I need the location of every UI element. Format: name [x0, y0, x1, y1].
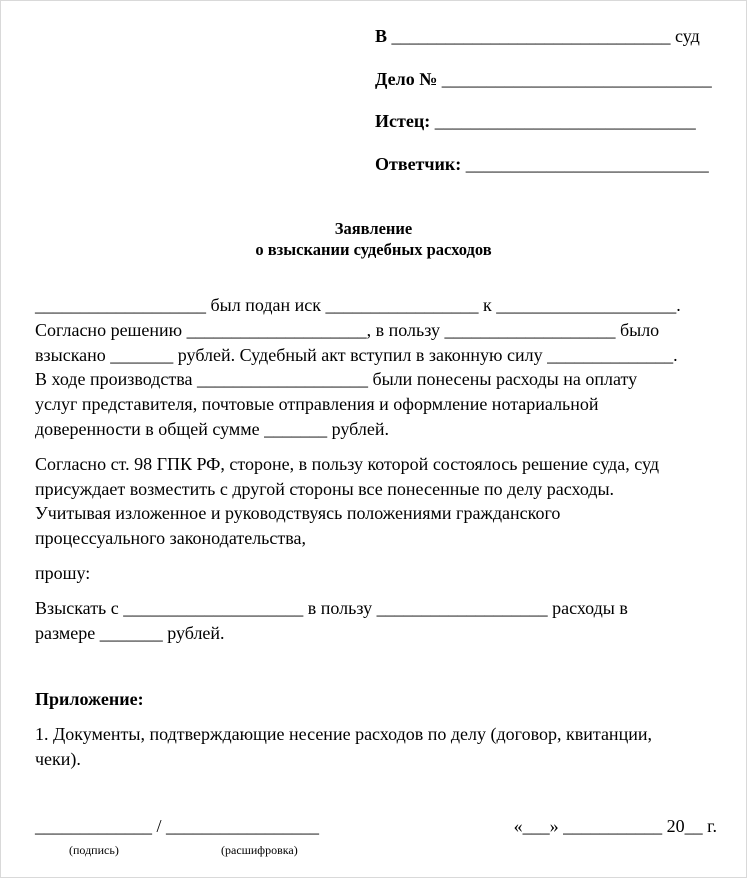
paragraph-2-line: присуждает возместить с другой стороны все понесенные по делу расходы.: [35, 478, 615, 499]
paragraph-1-line: ___________________ был подан иск _________________ к ____________________.: [35, 295, 681, 315]
court-prefix: В: [375, 26, 388, 46]
paragraph-1-line: доверенности в общей сумме _______ рублей.: [35, 418, 389, 439]
document-body: [35, 293, 720, 772]
attachment-list: [35, 722, 720, 772]
attachment-title: Приложение:: [35, 689, 144, 710]
date-blanks: «___» ___________ 20__ г.: [513, 816, 717, 836]
attachment-item-line: чеки).: [35, 748, 81, 769]
case-line: [375, 67, 720, 110]
court-line: [375, 24, 720, 67]
signature-caption: (подпись): [69, 843, 119, 857]
title-line-2: о взыскании судебных расходов: [255, 240, 492, 259]
defendant-blank: ___________________________: [465, 153, 709, 174]
paragraph-1-line: Согласно решению ____________________, в пользу ___________________ было: [35, 319, 660, 340]
plaintiff-line: [375, 109, 720, 152]
court-header: [375, 24, 720, 194]
paragraph-3: [35, 596, 720, 646]
paragraph-3-line: размере _______ рублей.: [35, 622, 225, 643]
decoding-caption: (расшифровка): [221, 843, 298, 857]
signature-blanks: _____________ / _________________: [35, 816, 320, 836]
case-label: Дело №: [375, 68, 438, 89]
request-word: прошу:: [35, 562, 91, 583]
paragraph-1-line: В ходе производства ___________________ были понесены расходы на оплату: [35, 369, 638, 390]
paragraph-2: [35, 452, 720, 551]
plaintiff-blank: _____________________________: [434, 111, 696, 131]
title-line-1: Заявление: [334, 219, 413, 238]
plaintiff-label: Истец:: [375, 111, 431, 131]
paragraph-1: [35, 293, 720, 442]
document-title: [0, 218, 747, 260]
paragraph-1-line: услуг представителя, почтовые отправления и оформление нотариальной: [35, 394, 599, 415]
court-blank: _______________________________: [391, 26, 671, 46]
paragraph-2-line: Согласно ст. 98 ГПК РФ, стороне, в пользу которой состоялось решение суда, суд: [35, 453, 660, 474]
court-suffix: суд: [675, 26, 700, 46]
attachment-item-line: 1. Документы, подтверждающие несение расходов по делу (договор, квитанции,: [35, 724, 652, 745]
defendant-label: Ответчик:: [375, 153, 462, 174]
defendant-line: [375, 152, 720, 195]
case-blank: ______________________________: [441, 68, 712, 89]
paragraph-2-line: процессуального законодательства,: [35, 528, 306, 549]
paragraph-3-line: Взыскать с ____________________ в пользу ___________________ расходы в: [35, 597, 628, 618]
paragraph-2-line: Учитывая изложенное и руководствуясь положениями гражданского: [35, 503, 561, 524]
paragraph-1-line: взыскано _______ рублей. Судебный акт вступил в законную силу ______________.: [35, 344, 678, 365]
